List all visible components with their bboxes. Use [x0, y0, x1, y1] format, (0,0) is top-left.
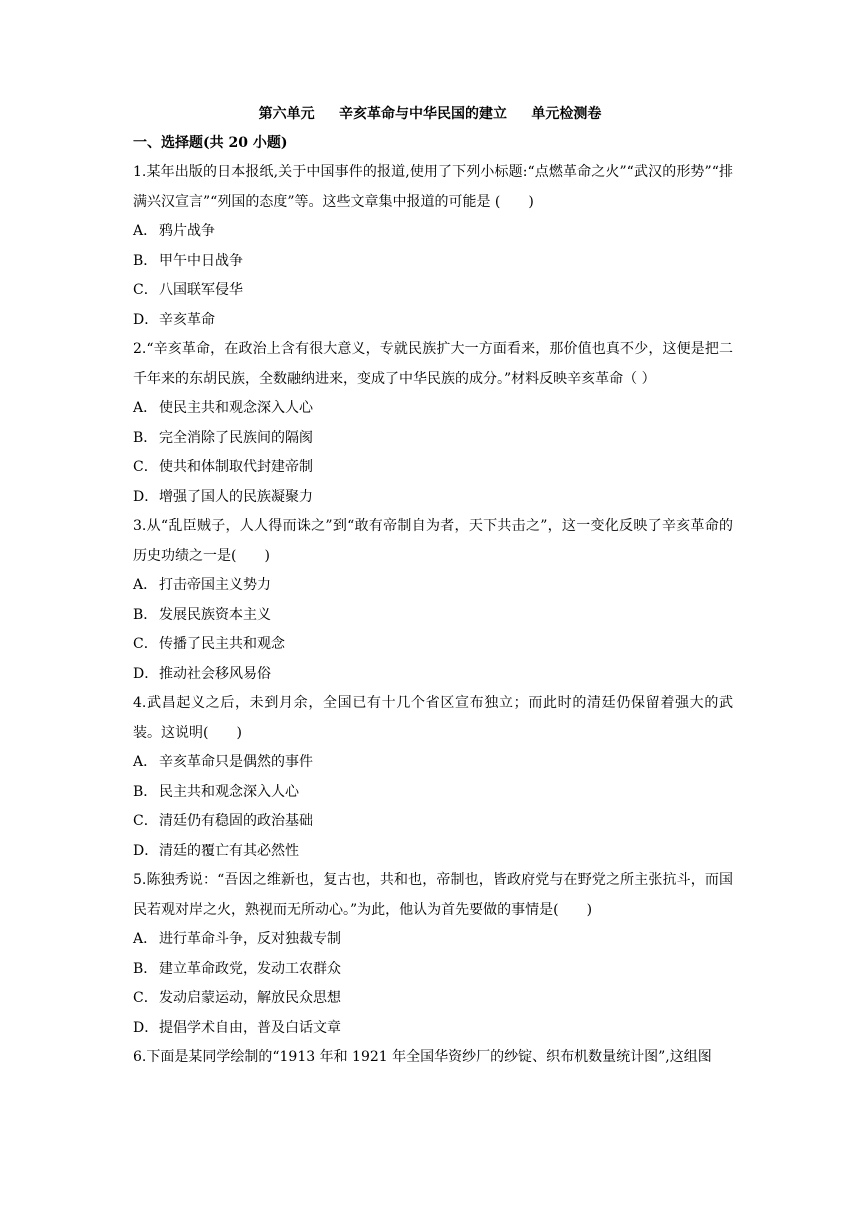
question-stem: 1.某年出版的日本报纸,关于中国事件的报道,使用了下列小标题:“点燃革命之火”“武汉的形势”“排满兴汉宣言”“列国的态度”等。这些文章集中报道的可能是 ( ) [133, 164, 733, 210]
option-d: D．增强了国人的民族凝聚力 [133, 488, 313, 505]
question-stem: 3.从“乱臣贼子，人人得而诛之”到“敢有帝制自为者，天下共击之”，这一变化反映了辛亥革命的历史功绩之一是( ) [133, 518, 733, 564]
question-3 [133, 512, 733, 689]
option-a: A． 进行革命斗争，反对独裁专制 [133, 931, 341, 947]
option-a: A． 使民主共和观念深入人心 [133, 400, 313, 416]
option-c: C．使共和体制取代封建帝制 [133, 459, 313, 475]
option-d: D．清廷的覆亡有其必然性 [133, 842, 299, 859]
option-a: A． 打击帝国主义势力 [133, 577, 271, 593]
document-title: 第六单元 辛亥革命与中华民国的建立 单元检测卷 [258, 106, 602, 122]
question-list [133, 158, 733, 1073]
section-heading: 一、选择题(共 20 小题) [133, 135, 288, 151]
option-b: B． 建立革命政党，发动工农群众 [133, 960, 341, 977]
option-d: D．辛亥革命 [133, 311, 215, 328]
option-a: A． 辛亥革命只是偶然的事件 [133, 754, 313, 770]
option-c: C．传播了民主共和观念 [133, 636, 285, 652]
question-stem: 2.“辛亥革命，在政治上含有很大意义，专就民族扩大一方面看来，那价值也真不少，这便是把二千年来的东胡民族，全数融纳进来，变成了中华民族的成分。”材料反映辛亥革命（ ） [133, 341, 733, 387]
option-c: C．八国联军侵华 [133, 282, 243, 298]
option-b: B． 甲午中日战争 [133, 252, 243, 269]
option-c: C．清廷仍有稳固的政治基础 [133, 813, 313, 829]
question-5 [133, 866, 733, 1043]
option-b: B． 民主共和观念深入人心 [133, 783, 299, 800]
option-d: D．提倡学术自由，普及白话文章 [133, 1019, 341, 1036]
question-stem: 6.下面是某同学绘制的“1913 年和 1921 年全国华资纱厂的纱锭、织布机数量统计图”,这组图 [133, 1049, 712, 1065]
question-stem: 5.陈独秀说：“吾因之维新也，复古也，共和也，帝制也，皆政府党与在野党之所主张抗斗，而国民若观对岸之火，熟视而无所动心。”为此，他认为首先要做的事情是( ) [133, 872, 733, 918]
question-stem: 4.武昌起义之后，未到月余，全国已有十几个省区宣布独立；而此时的清廷仍保留着强大的武装。这说明( ) [133, 695, 733, 741]
option-b: B． 发展民族资本主义 [133, 606, 271, 623]
question-4 [133, 689, 733, 866]
question-6 [133, 1043, 733, 1073]
question-2 [133, 335, 733, 512]
question-1 [133, 158, 733, 335]
option-b: B． 完全消除了民族间的隔阂 [133, 429, 313, 446]
option-a: A． 鸦片战争 [133, 223, 215, 239]
option-d: D．推动社会移风易俗 [133, 665, 271, 682]
option-c: C．发动启蒙运动，解放民众思想 [133, 990, 341, 1006]
